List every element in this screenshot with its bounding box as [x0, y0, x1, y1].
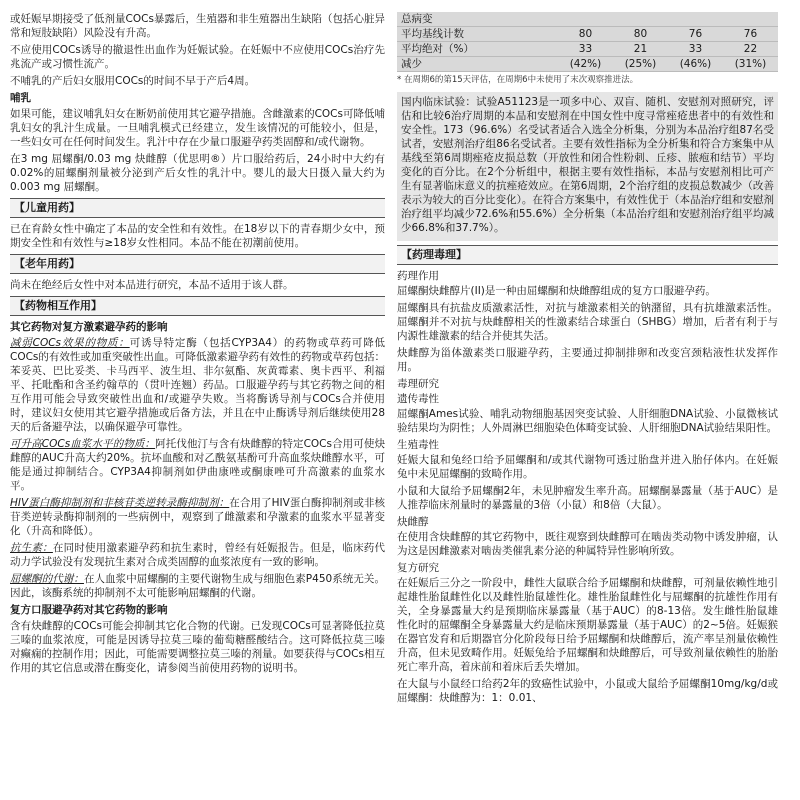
interaction-label-3: HIV蛋白酶抑制剂和非核苷类逆转录酶抑制剂： — [10, 497, 230, 509]
table-cell: (31%) — [723, 57, 778, 72]
interaction-para-6: 含有炔雌醇的COCs可能会抑制其它化合物的代谢。已发现COCs可显著降低拉莫三嗪的血浆浓度，可能是因诱导拉莫三嗪的葡萄糖醛酸结合。这可降低拉莫三嗪对癫痫的控制作用；因此，可能需要调整拉莫三嗪的剂量。如要获得与COCs相互作用的其它信息或潜在酶变化，请参阅当前使用药物的说明书。 — [10, 620, 385, 674]
table-cell: 22 — [723, 42, 778, 57]
toxicology-label: 毒理研究 — [397, 378, 439, 390]
carcinogenicity-study-text: 在大鼠与小鼠经口给药2年的致癌性试验中，小鼠或大鼠给予屈螺酮10mg/kg/d或屈螺酮：炔雌醇为：1：0.01、 — [397, 678, 778, 704]
ethinylestradiol-text: 在使用含炔雌醇的其它药物中，既往观察到炔雌醇可在啮齿类动物中诱发肿瘤，认为这是因雌激素对啮齿类催乳素分泌的种属特异性影响所致。 — [397, 531, 778, 557]
intro-para-3: 不哺乳的产后妇女服用COCs的时间不早于产后4周。 — [10, 75, 256, 87]
interaction-text-4: 在同时使用激素避孕药和抗生素时，曾经有妊娠报告。但是，临床药代动力学试验没有发现抗生素对合成类固醇的血浆浓度有一致的影响。 — [10, 542, 385, 568]
interaction-para-3 — [10, 496, 385, 538]
table-cell: (42%) — [558, 57, 613, 72]
interaction-label-2: 可升高COCs血浆水平的物质： — [10, 438, 156, 450]
combination-study-text: 在妊娠后三分之一阶段中，雌性大鼠联合给予屈螺酮和炔雌醇，可剂量依赖性地引起雄性胎鼠雌性化以及雌性胎鼠雄性化。雄性胎鼠雌性化与屈螺酮的抗雄性作用有关，全身暴露量大约是预期临床暴露量（基于AUC）的8-13倍。发生雌性胎鼠雄性化时的屈螺酮全身暴露量大约是临床预期暴露量（基于AUC）的2~5倍。妊娠猴在器官发育和后期器官分化阶段每日给予屈螺酮和炔雌醇后，流产率呈剂量依赖性升高，但未见致畸作用。妊娠兔给予屈螺酮和炔雌醇后，可导致剂量依赖性的胎胎死亡率升高，着床前和着床后丢失增加。 — [397, 577, 778, 673]
table-footnote: * 在周期6的第15天评估，在周期6中未使用了末次观察推进法。 — [397, 75, 639, 85]
interactions-subhead-1: 其它药物对复方激素避孕药的影响 — [10, 321, 168, 333]
interaction-para-1 — [10, 336, 385, 434]
table-cell: 80 — [558, 27, 613, 42]
table-cell: (46%) — [668, 57, 723, 72]
reproductive-tox-text: 妊娠大鼠和兔经口给予屈螺酮和/或其代谢物可透过胎盘并进入胎仔体内。在妊娠兔中未见屈螺酮的致畸作用。 — [397, 454, 778, 480]
table-cell: 76 — [668, 27, 723, 42]
table-header-row — [397, 12, 778, 27]
table-row-label: 平均绝对（%） — [397, 42, 558, 57]
geriatric-text: 尚未在绝经后女性中对本品进行研究，本品不适用于该人群。 — [10, 279, 294, 291]
table-row — [397, 42, 778, 57]
interaction-text-5: 在人血浆中屈螺酮的主要代谢物生成与细胞色素P450系统无关。因此，该酶系统的抑制剂不太可能影响屈螺酮的代谢。 — [10, 573, 385, 599]
efficacy-table — [397, 12, 778, 72]
lactation-para-2: 在3 mg 屈螺酮/0.03 mg 炔雌醇（优思明®）片口服给药后，24小时中大约有0.02%的屈螺酮剂量被分泌到产后女性的乳汁中。婴儿的最大日摄入量大约为0.003 mg 屈螺酮。 — [10, 153, 385, 193]
interaction-label-5: 屈螺酮的代谢： — [10, 573, 84, 585]
interaction-text-1: 可诱导特定酶（包括CYP3A4）的药物或草药可降低COCs的有效性或加重突破性出血。可降低激素避孕药有效性的药物或草药包括：苯妥英、巴比妥类、卡马西平、波生坦、非尔氨酯、灰黄霉素、奥卡西平、利福平、托吡酯和含圣约翰草的（贯叶连翘）药品。口服避孕药与其它药物之间的相互作用可能会导致突破性出血和/或避孕失败。当将酶诱导剂与COCs合并使用时，建议妇女使用其它避孕措施或后备方法，并且在中止酶诱导剂后继续使用28天的后备避孕法，以确保避孕可靠性。 — [10, 337, 385, 433]
table-cell: 21 — [613, 42, 668, 57]
clinical-study-text: 国内临床试验：试验A51123是一项多中心、双盲、随机、安慰剂对照研究，评估和比较6治疗周期的本品和安慰剂在中国女性中度寻常痤疮患者中的有效性和安全性。173（96.6%）名受试者适合入选全分析集，分别为本品治疗组87名受试者，安慰剂治疗组86名受试者。主要有效性指标为全分析集和符合方案集中从基线至第6周期痤疮皮损总数（开放性和闭合性粉刺、丘疹、脓疱和结节）平均变化的百分比。在2个分析组中，根据主要有效性指标，本品与安慰剂相比可产生有显著临床意义的抗痤疮效应。在第6周期，2个治疗组的皮损总数减少（改善表示为较大的百分比变化）。在符合方案集中，有效性优于（本品治疗组和安慰剂治疗组平均减少72.6%和55.6%）全分析集（本品治疗组和安慰剂治疗组平均减少66.8%和37.7%）。 — [401, 96, 774, 234]
geriatric-section-header: 【老年用药】 — [10, 254, 385, 274]
interaction-para-2 — [10, 437, 385, 493]
pharmacology-para-3: 炔雌醇为甾体激素类口服避孕药，主要通过抑制排卵和改变宫颈粘液性状发挥作用。 — [397, 347, 778, 373]
interaction-para-4 — [10, 541, 385, 569]
pediatric-section-header: 【儿童用药】 — [10, 198, 385, 218]
interactions-subhead-2: 复方口服避孕药对其它药物的影响 — [10, 604, 168, 616]
table-cell: 80 — [613, 27, 668, 42]
interaction-text-2: 阿托伐他汀与含有炔雌醇的特定COCs合用可使炔雌醇的AUC升高大约20%。抗坏血酸和对乙酰氨基酚可升高血浆炔雌醇水平，可能是通过抑制结合。CYP3A4抑制剂如伊曲康唑或酮康唑可升高激素的血浆水平。 — [10, 438, 385, 492]
intro-para-1: 或妊娠早期接受了低剂量COCs暴露后，生殖器和非生殖器出生缺陷（包括心脏异常和短肢缺陷）风险没有升高。 — [10, 13, 385, 39]
clinical-study-box — [397, 92, 778, 241]
pharmacology-section-header: 【药理毒理】 — [397, 245, 778, 265]
interaction-para-5 — [10, 572, 385, 600]
table-row-label: 减少 — [397, 57, 558, 72]
table-cell: 33 — [668, 42, 723, 57]
table-cell: 76 — [723, 27, 778, 42]
left-column — [10, 12, 385, 800]
pharmacology-para-2: 屈螺酮具有抗盐皮质激素活性，对抗与雄激素相关的钠潴留，具有抗雄激素活性。屈螺酮并不对抗与炔雌醇相关的性激素结合球蛋白（SHBG）增加，后者有利于与内源性雄激素的结合并使其失活。 — [397, 302, 778, 342]
table-row-label: 平均基线计数 — [397, 27, 558, 42]
table-row — [397, 57, 778, 72]
table-row — [397, 27, 778, 42]
right-column — [397, 12, 778, 800]
genotoxicity-label: 遗传毒性 — [397, 393, 439, 405]
lactation-title: 哺乳 — [10, 92, 31, 104]
table-cell: (25%) — [613, 57, 668, 72]
pharmacology-para-1: 屈螺酮炔雌醇片(II)是一种由屈螺酮和炔雌醇组成的复方口服避孕药。 — [397, 285, 716, 297]
interaction-label-4: 抗生素： — [10, 542, 53, 554]
ethinylestradiol-label: 炔雌醇 — [397, 516, 429, 528]
genotoxicity-text: 屈螺酮Ames试验、哺乳动物细胞基因突变试验、人肝细胞DNA试验、小鼠微核试验结果均为阴性；人外周淋巴细胞染色体畸变试验、人肝细胞DNA试验结果阳性。 — [397, 408, 778, 434]
carcinogenicity-text: 小鼠和大鼠给予屈螺酮2年，未见肿瘤发生率升高。屈螺酮暴露量（基于AUC）是人推荐临床剂量时的暴露量的3倍（小鼠）和8倍（大鼠）。 — [397, 485, 778, 511]
interaction-text-3: 在合用了HIV蛋白酶抑制剂或非核苷类逆转录酶抑制剂的一些病例中，观察到了雌激素和孕激素的血浆水平显著变化（升高和降低）。 — [10, 497, 385, 537]
table-header-cell: 总病变 — [397, 12, 778, 27]
pediatric-text: 已在育龄女性中确定了本品的安全性和有效性。在18岁以下的青春期少女中，预期安全性和有效性与≥18岁女性相同。本品不能在初潮前使用。 — [10, 223, 385, 249]
reproductive-tox-label: 生殖毒性 — [397, 439, 439, 451]
pharmacology-label: 药理作用 — [397, 270, 439, 282]
lactation-para-1: 如果可能，建议哺乳妇女在断奶前使用其它避孕措施。含雌激素的COCs可降低哺乳妇女的乳汁生成量。一旦哺乳模式已经建立，发生该情况的可能较小，但是，一些妇女可在任何时间发生。乳汁中存在少量口服避孕药类固醇和/或代谢物。 — [10, 108, 385, 148]
intro-para-2: 不应使用COCs诱导的撤退性出血作为妊娠试验。在妊娠中不应使用COCs治疗先兆流产或习惯性流产。 — [10, 44, 385, 70]
table-cell: 33 — [558, 42, 613, 57]
interactions-section-header: 【药物相互作用】 — [10, 296, 385, 316]
combination-study-label: 复方研究 — [397, 562, 439, 574]
interaction-label-1: 减弱COCs效果的物质： — [10, 337, 130, 349]
